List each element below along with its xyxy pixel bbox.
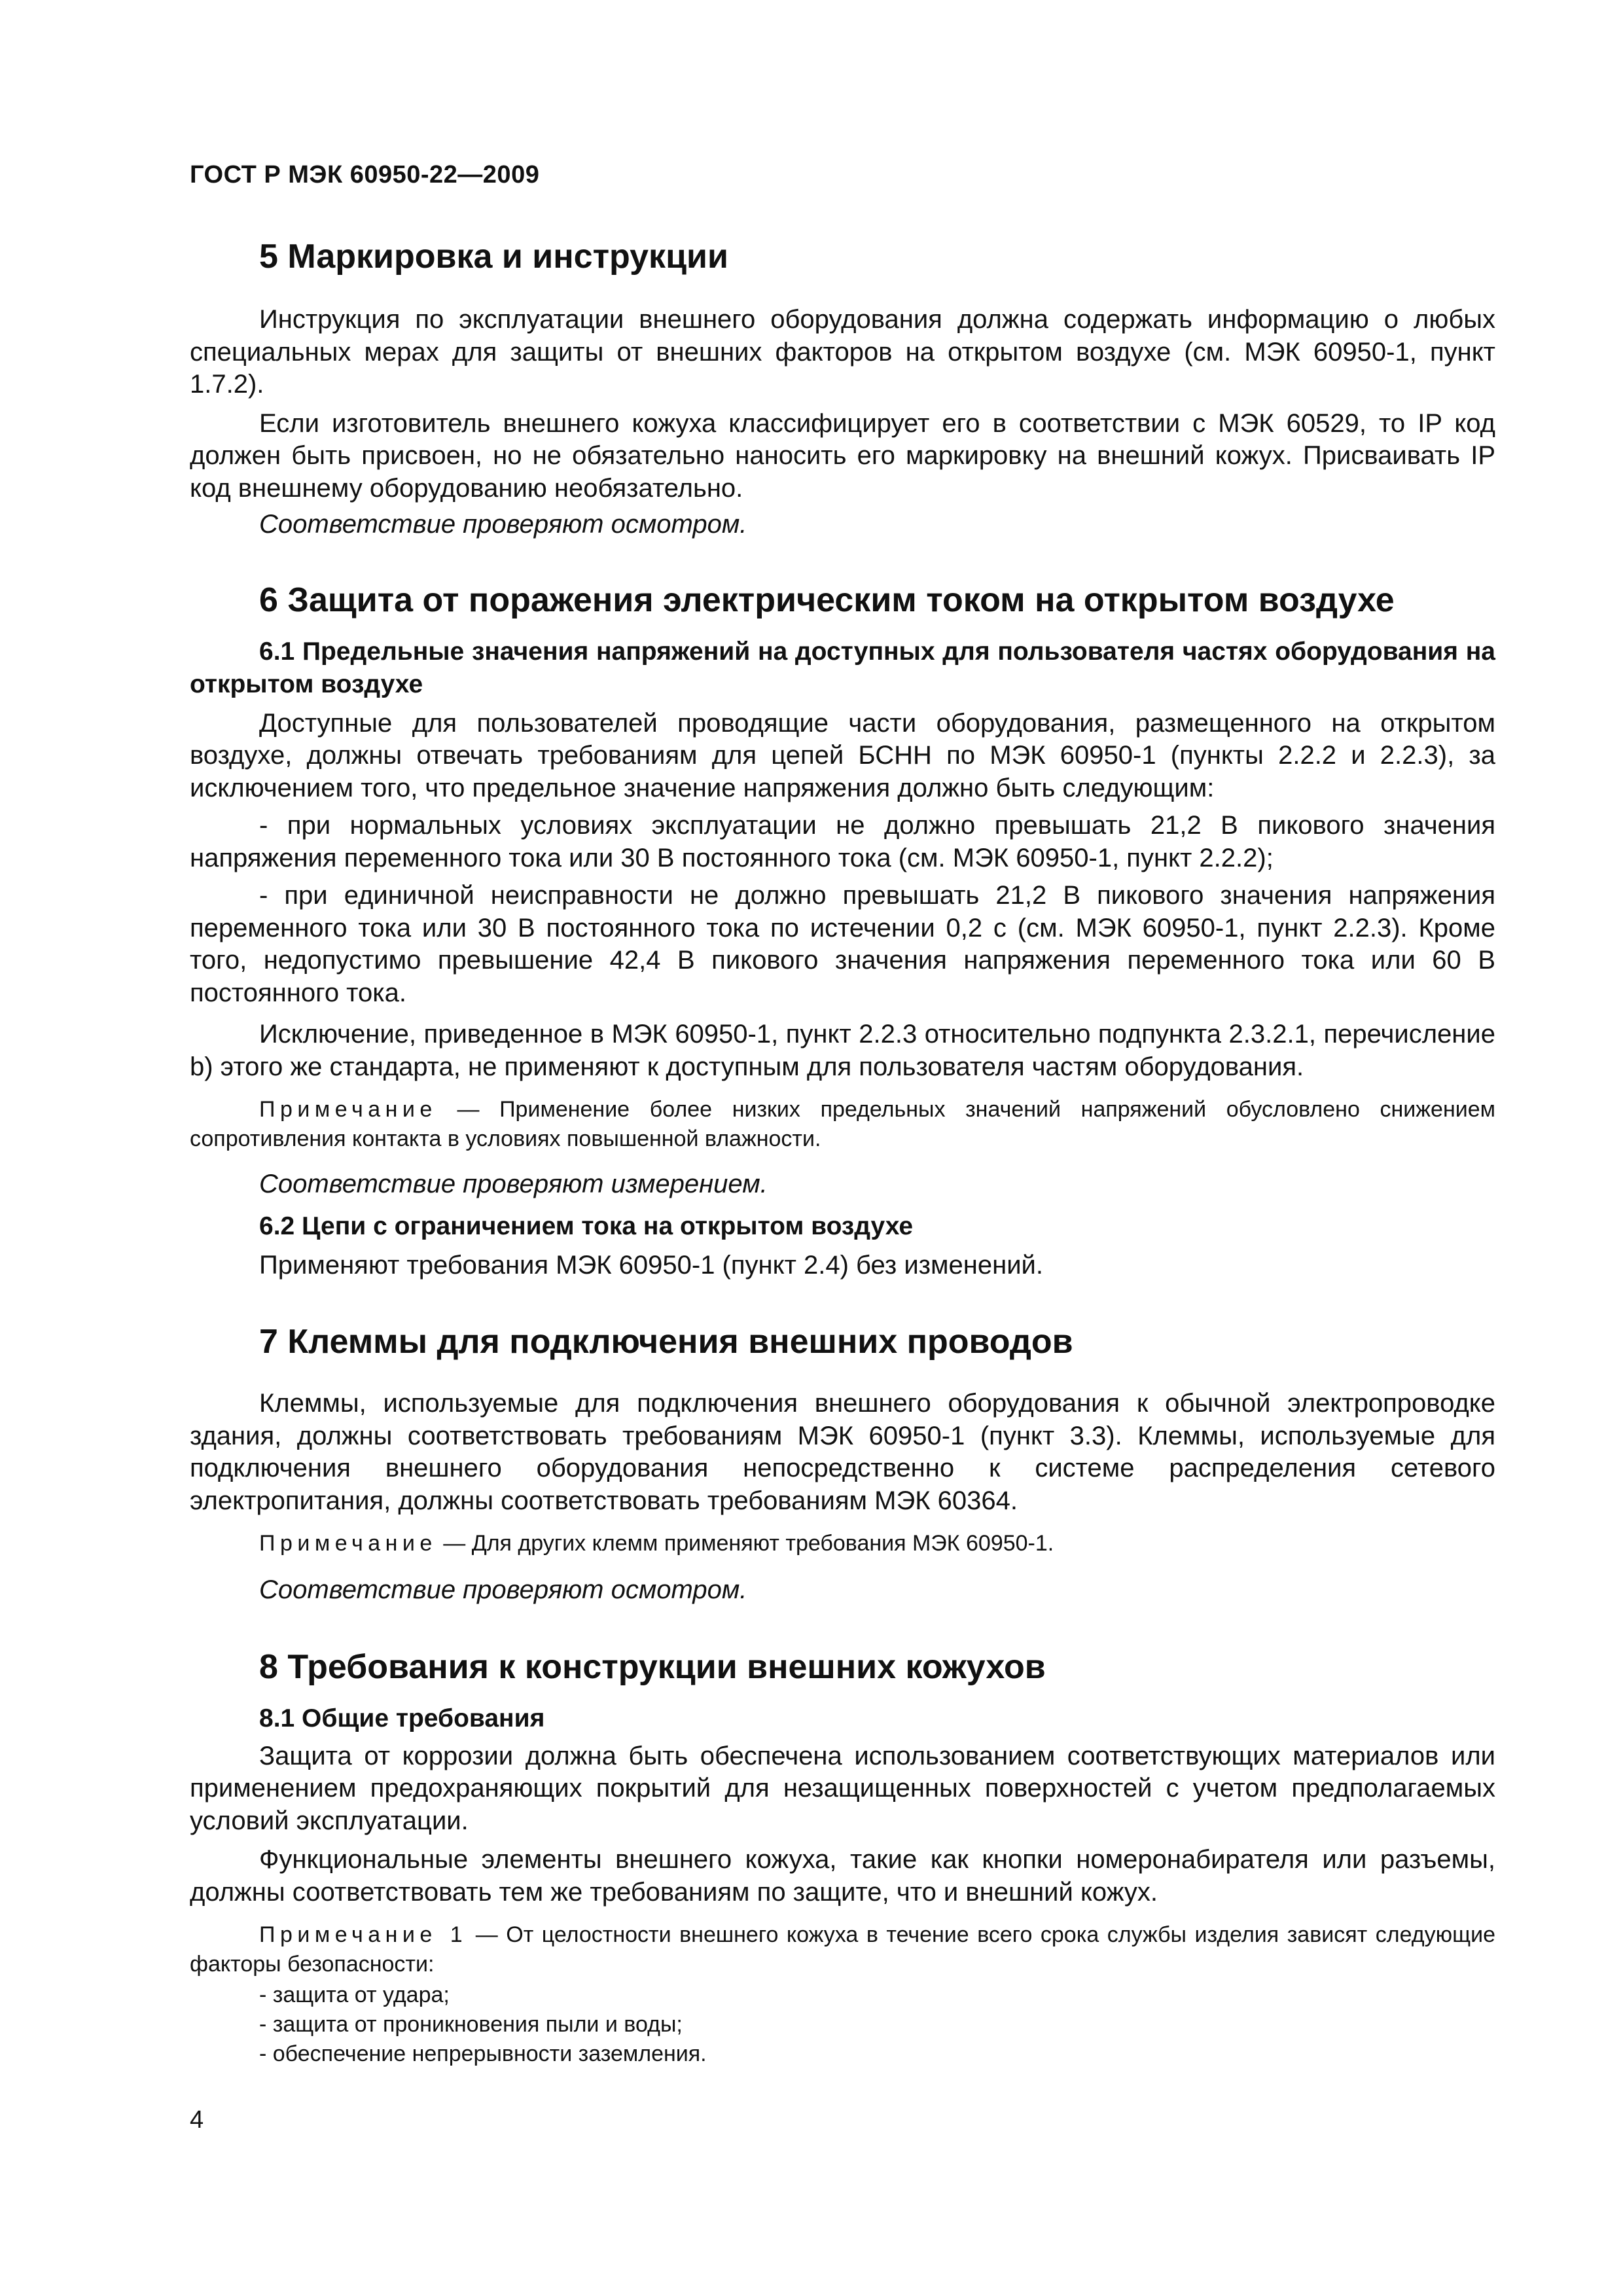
note-label: Примечание: [259, 1531, 437, 1556]
note-text: — Для других клемм применяют требования МЭК 60950-1.: [437, 1531, 1054, 1556]
subsection-6-1-paragraph-1: Доступные для пользователей проводящие части оборудования, размещенного на открытом воздухе, должны отвечать требованиям для цепей БСНН по МЭК 60950-1 (пункты 2.2.2 и 2.2.3), за исключением того, что предельное значение напряжения должно быть следующим:: [190, 708, 1495, 802]
subsection-6-2-title: 6.2 Цепи с ограничением тока на открытом воздухе: [259, 1211, 914, 1240]
subsection-6-1-list-item-1: - при нормальных условиях эксплуатации не должно превышать 21,2 В пикового значения напряжения переменного тока или 30 В постоянного тока (см. МЭК 60950-1, пункт 2.2.2);: [190, 811, 1495, 872]
subsection-8-1-paragraph-2: Функциональные элементы внешнего кожуха, такие как кнопки номеронабирателя или разъемы, должны соответствовать тем же требованиям по защите, что и внешний кожух.: [190, 1845, 1495, 1907]
subsection-6-1-note: [190, 1095, 1495, 1154]
section-7-compliance-check: Соответствие проверяют осмотром.: [259, 1575, 747, 1604]
section-7-title: 7 Клеммы для подключения внешних проводов: [259, 1323, 1073, 1361]
note-text: — От целостности внешнего кожуха в течение всего срока службы изделия зависят следующие факторы безопасности:: [190, 1922, 1495, 1977]
section-5-compliance-check: Соответствие проверяют осмотром.: [259, 510, 747, 539]
subsection-8-1-title: 8.1 Общие требования: [259, 1704, 545, 1732]
page-number: 4: [190, 2106, 204, 2134]
section-5-title: 5 Маркировка и инструкции: [259, 238, 728, 276]
subsection-6-1-title: 6.1 Предельные значения напряжений на доступных для пользователя частях оборудования на открытом воздухе: [190, 637, 1495, 698]
section-7-note: [190, 1529, 1495, 1558]
page-body: [190, 236, 1495, 2069]
note-list-item: - обеспечение непрерывности заземления.: [259, 2041, 707, 2066]
subsection-6-1-paragraph-2: Исключение, приведенное в МЭК 60950-1, пункт 2.2.3 относительно подпункта 2.3.2.1, перечисление b) этого же стандарта, не применяют к доступным для пользователя частям оборудования.: [190, 1020, 1495, 1081]
note-label: Примечание: [259, 1097, 437, 1122]
section-5-paragraph-2: Если изготовитель внешнего кожуха классифицирует его в соответствии с МЭК 60529, то IP код должен быть присвоен, но не обязательно наносить его маркировку на внешний кожух. Присваивать IP код внешнему оборудованию необязательно.: [190, 408, 1495, 503]
note-list-item: - защита от проникновения пыли и воды;: [259, 2012, 683, 2037]
document-code-header: ГОСТ Р МЭК 60950-22—2009: [190, 161, 540, 188]
subsection-6-1-compliance-check: Соответствие проверяют измерением.: [259, 1170, 768, 1198]
note-list-item: - защита от удара;: [259, 1982, 450, 2007]
subsection-8-1-paragraph-1: Защита от коррозии должна быть обеспечена использованием соответствующих материалов или применением предохраняющих покрытий для незащищенных поверхностей с учетом предполагаемых условий эксплуатации.: [190, 1741, 1495, 1835]
section-5-paragraph-1: Инструкция по эксплуатации внешнего оборудования должна содержать информацию о любых специальных мерах для защиты от внешних факторов на открытом воздухе (см. МЭК 60950-1, пункт 1.7.2).: [190, 305, 1495, 399]
section-8-title: 8 Требования к конструкции внешних кожухов: [259, 1647, 1046, 1686]
subsection-6-2-paragraph: Применяют требования МЭК 60950-1 (пункт 2.4) без изменений.: [259, 1250, 1043, 1280]
subsection-6-1-list-item-2: - при единичной неисправности не должно превышать 21,2 В пикового значения напряжения переменного тока или 30 В постоянного тока по истечении 0,2 с (см. МЭК 60950-1, пункт 2.2.3). Кроме того, недопустимо превышение 42,4 В пикового значения напряжения переменного тока или 60 В постоянного тока.: [190, 881, 1495, 1007]
section-7-paragraph: Клеммы, используемые для подключения внешнего оборудования к обычной электропроводке здания, должны соответствовать требованиям МЭК 60950-1 (пункт 3.3). Клеммы, используемые для подключения внешнего оборудования непосредственно к системе распределения сетевого электропитания, должны соответствовать требованиям МЭК 60364.: [190, 1389, 1495, 1515]
note-text: — Применение более низких предельных значений напряжений обусловлено снижением сопротивления контакта в условиях повышенной влажности.: [190, 1097, 1495, 1151]
section-6-title: 6 Защита от поражения электрическим током на открытом воздухе: [259, 581, 1395, 619]
note-label: Примечание 1: [259, 1922, 468, 1947]
subsection-8-1-note-1: [190, 1920, 1495, 1979]
